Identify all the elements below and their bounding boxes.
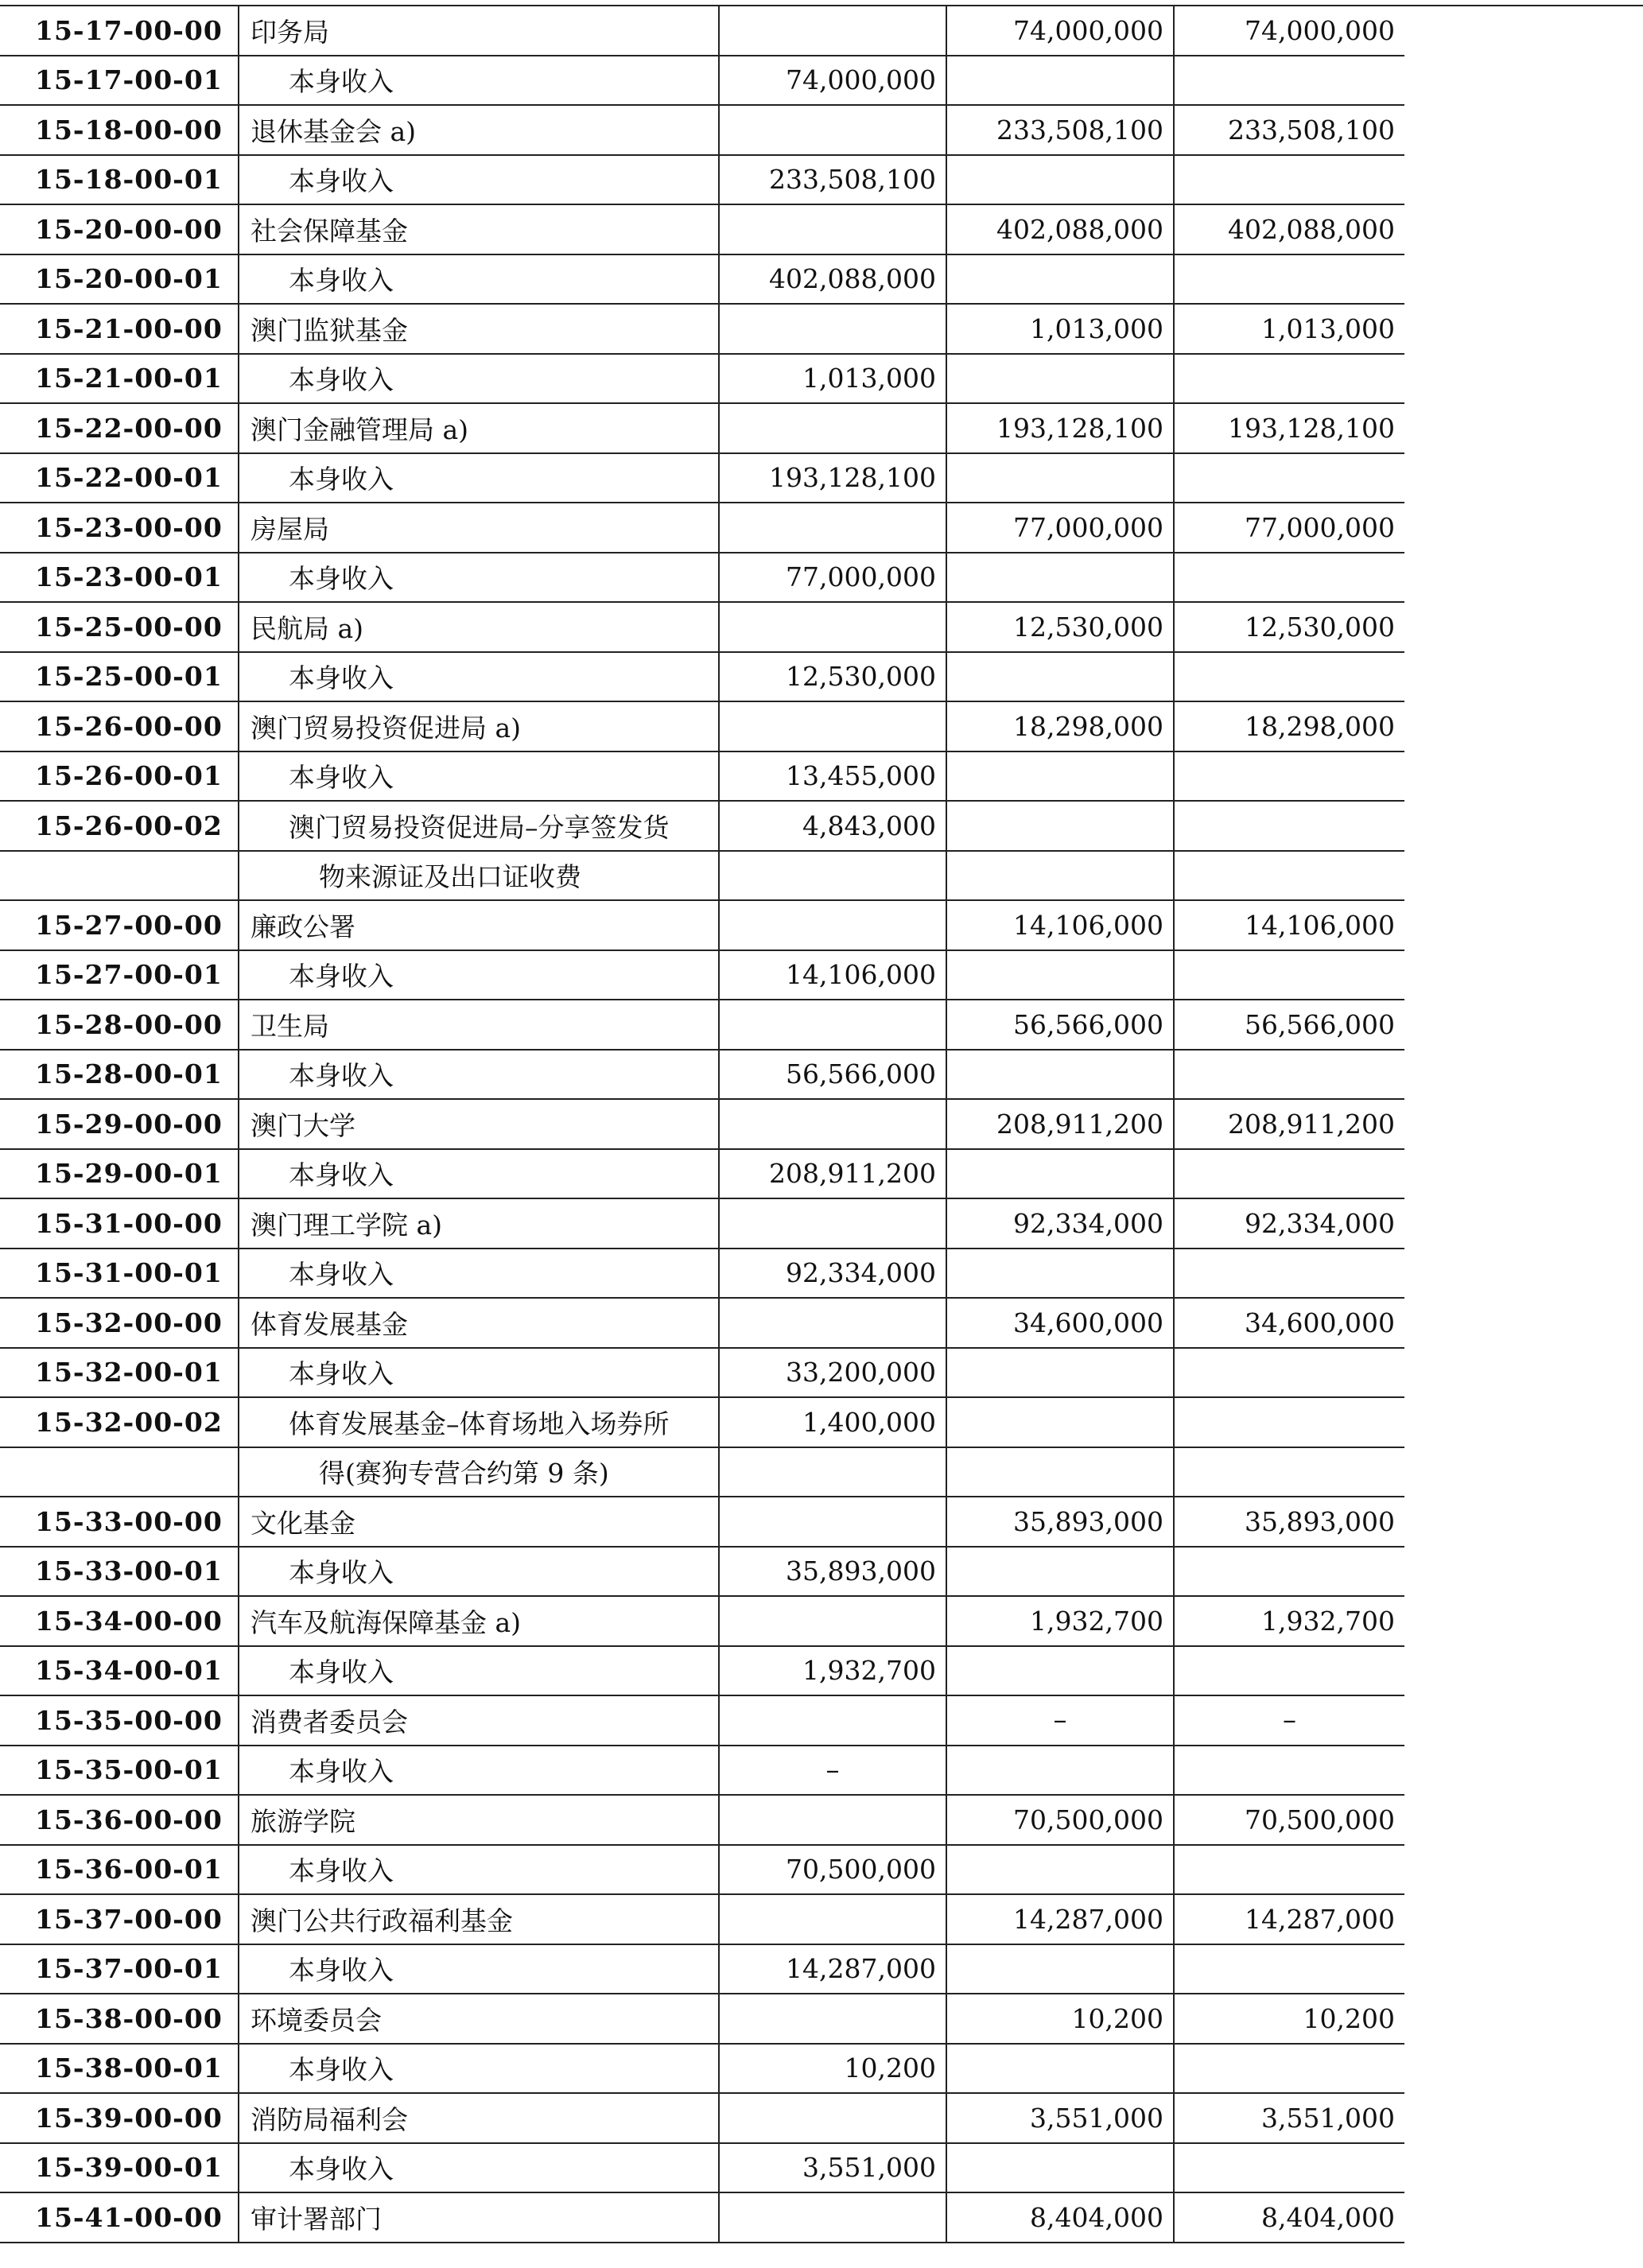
account-name: 本身收入 [239,453,719,503]
account-name: 澳门金融管理局 a) [239,403,719,453]
account-name: 旅游学院 [239,1795,719,1845]
table-row [0,1944,1404,1994]
own-revenue-amount: 14,106,000 [719,950,946,1000]
own-revenue-amount [719,2093,946,2143]
account-code: 15-38-00-01 [0,2044,239,2094]
account-name: 房屋局 [239,503,719,553]
subtotal-amount [946,553,1174,603]
own-revenue-amount [719,1497,946,1547]
account-name: 本身收入 [239,1646,719,1696]
total-amount: 3,551,000 [1174,2093,1404,2143]
account-name: 澳门大学 [239,1099,719,1149]
own-revenue-amount: 3,551,000 [719,2143,946,2193]
account-code: 15-31-00-00 [0,1198,239,1249]
account-code: 15-35-00-00 [0,1695,239,1746]
table-row [0,801,1404,851]
table-row [0,1198,1404,1249]
account-name: 澳门监狱基金 [239,304,719,354]
account-name: 本身收入 [239,56,719,106]
account-name: 物来源证及出口证收费 [239,851,719,901]
table-row [0,701,1404,751]
own-revenue-amount [719,1298,946,1348]
subtotal-amount: 10,200 [946,1994,1174,2044]
own-revenue-amount: 402,088,000 [719,254,946,305]
total-amount: 35,893,000 [1174,1497,1404,1547]
total-amount [1174,1050,1404,1100]
header-rule [1404,5,1643,6]
table-row [0,304,1404,354]
own-revenue-amount [719,1596,946,1646]
total-amount: 1,932,700 [1174,1596,1404,1646]
table-row [0,1050,1404,1100]
own-revenue-amount [719,6,946,56]
table-row [0,2143,1404,2193]
subtotal-amount [946,950,1174,1000]
account-code: 15-28-00-01 [0,1050,239,1100]
subtotal-amount [946,155,1174,205]
total-amount [1174,1547,1404,1597]
own-revenue-amount: 77,000,000 [719,553,946,603]
table-row [0,2093,1404,2143]
account-code: 15-21-00-01 [0,354,239,404]
table-row [0,204,1404,254]
own-revenue-amount: 233,508,100 [719,155,946,205]
subtotal-amount [946,56,1174,106]
total-amount [1174,1149,1404,1199]
total-amount [1174,652,1404,702]
table-row [0,1447,1404,1497]
total-amount: 34,600,000 [1174,1298,1404,1348]
account-name: 本身收入 [239,553,719,603]
own-revenue-amount: 208,911,200 [719,1149,946,1199]
account-code: 15-38-00-00 [0,1994,239,2044]
subtotal-amount: 193,128,100 [946,403,1174,453]
subtotal-amount: 233,508,100 [946,105,1174,155]
account-name: 消费者委员会 [239,1695,719,1746]
account-name: 本身收入 [239,155,719,205]
table-row [0,453,1404,503]
subtotal-amount [946,2044,1174,2094]
account-code: 15-26-00-00 [0,701,239,751]
table-row [0,1695,1404,1746]
account-code: 15-41-00-00 [0,2192,239,2243]
account-code: 15-32-00-01 [0,1348,239,1398]
table-row [0,105,1404,155]
own-revenue-amount: 92,334,000 [719,1249,946,1299]
own-revenue-amount [719,105,946,155]
table-row [0,1099,1404,1149]
account-code: 15-18-00-00 [0,105,239,155]
account-name: 本身收入 [239,1746,719,1796]
own-revenue-amount [719,403,946,453]
total-amount: 233,508,100 [1174,105,1404,155]
table-row [0,2044,1404,2094]
table-row [0,6,1404,56]
total-amount: 14,106,000 [1174,900,1404,950]
own-revenue-amount: 4,843,000 [719,801,946,851]
table-row [0,553,1404,603]
account-code: 15-23-00-00 [0,503,239,553]
subtotal-amount: 14,287,000 [946,1894,1174,1944]
own-revenue-amount [719,1000,946,1050]
subtotal-amount [946,801,1174,851]
total-amount: – [1174,1695,1404,1746]
subtotal-amount [946,1050,1174,1100]
table-row [0,602,1404,652]
own-revenue-amount: 14,287,000 [719,1944,946,1994]
account-name: 澳门贸易投资促进局–分享签发货 [239,801,719,851]
subtotal-amount [946,1746,1174,1796]
own-revenue-amount: 1,400,000 [719,1397,946,1447]
account-code: 15-27-00-00 [0,900,239,950]
account-name: 澳门理工学院 a) [239,1198,719,1249]
own-revenue-amount: 10,200 [719,2044,946,2094]
table-row [0,2192,1404,2243]
account-name: 审计署部门 [239,2192,719,2243]
table-row [0,1298,1404,1348]
account-code: 15-27-00-01 [0,950,239,1000]
account-code: 15-36-00-01 [0,1845,239,1895]
account-code: 15-39-00-00 [0,2093,239,2143]
account-name: 得(赛狗专营合约第 9 条) [239,1447,719,1497]
table-row [0,1149,1404,1199]
table-row [0,900,1404,950]
account-name: 印务局 [239,6,719,56]
own-revenue-amount [719,1695,946,1746]
subtotal-amount [946,1348,1174,1398]
own-revenue-amount: 13,455,000 [719,751,946,802]
table-row [0,1497,1404,1547]
table-row [0,1348,1404,1398]
subtotal-amount: 56,566,000 [946,1000,1174,1050]
account-code: 15-33-00-01 [0,1547,239,1597]
subtotal-amount [946,1547,1174,1597]
own-revenue-amount [719,503,946,553]
table-row [0,851,1404,901]
account-name: 本身收入 [239,1348,719,1398]
subtotal-amount: 12,530,000 [946,602,1174,652]
own-revenue-amount [719,1447,946,1497]
total-amount: 402,088,000 [1174,204,1404,254]
subtotal-amount: 92,334,000 [946,1198,1174,1249]
account-code: 15-21-00-00 [0,304,239,354]
subtotal-amount [946,1447,1174,1497]
total-amount: 70,500,000 [1174,1795,1404,1845]
total-amount [1174,56,1404,106]
account-code: 15-17-00-01 [0,56,239,106]
budget-table-body [0,6,1404,2243]
own-revenue-amount [719,602,946,652]
account-code: 15-28-00-00 [0,1000,239,1050]
own-revenue-amount: 12,530,000 [719,652,946,702]
account-code: 15-18-00-01 [0,155,239,205]
total-amount: 74,000,000 [1174,6,1404,56]
account-code: 15-17-00-00 [0,6,239,56]
own-revenue-amount: 1,013,000 [719,354,946,404]
subtotal-amount [946,2143,1174,2193]
total-amount [1174,1447,1404,1497]
subtotal-amount [946,751,1174,802]
account-code: 15-32-00-02 [0,1397,239,1447]
table-row [0,1894,1404,1944]
subtotal-amount [946,1845,1174,1895]
table-row [0,155,1404,205]
subtotal-amount [946,851,1174,901]
table-row [0,1596,1404,1646]
table-row [0,56,1404,106]
table-row [0,1547,1404,1597]
account-name: 退休基金会 a) [239,105,719,155]
own-revenue-amount [719,1099,946,1149]
own-revenue-amount: 35,893,000 [719,1547,946,1597]
subtotal-amount [946,453,1174,503]
total-amount [1174,851,1404,901]
own-revenue-amount [719,851,946,901]
subtotal-amount: 34,600,000 [946,1298,1174,1348]
own-revenue-amount: 74,000,000 [719,56,946,106]
own-revenue-amount [719,1198,946,1249]
account-code: 15-31-00-01 [0,1249,239,1299]
account-code: 15-25-00-01 [0,652,239,702]
account-name: 澳门贸易投资促进局 a) [239,701,719,751]
account-name: 汽车及航海保障基金 a) [239,1596,719,1646]
total-amount: 208,911,200 [1174,1099,1404,1149]
total-amount [1174,354,1404,404]
table-row [0,652,1404,702]
account-name: 本身收入 [239,2143,719,2193]
subtotal-amount: 208,911,200 [946,1099,1174,1149]
account-name: 澳门公共行政福利基金 [239,1894,719,1944]
subtotal-amount: 3,551,000 [946,2093,1174,2143]
total-amount: 10,200 [1174,1994,1404,2044]
account-name: 文化基金 [239,1497,719,1547]
own-revenue-amount: 70,500,000 [719,1845,946,1895]
own-revenue-amount [719,1994,946,2044]
account-code: 15-29-00-00 [0,1099,239,1149]
total-amount [1174,2044,1404,2094]
account-code: 15-37-00-01 [0,1944,239,1994]
subtotal-amount [946,1149,1174,1199]
subtotal-amount [946,1944,1174,1994]
own-revenue-amount: 33,200,000 [719,1348,946,1398]
account-name: 社会保障基金 [239,204,719,254]
account-name: 本身收入 [239,950,719,1000]
total-amount: 18,298,000 [1174,701,1404,751]
table-row [0,254,1404,305]
own-revenue-amount [719,304,946,354]
table-row [0,950,1404,1000]
subtotal-amount: 77,000,000 [946,503,1174,553]
subtotal-amount: 402,088,000 [946,204,1174,254]
own-revenue-amount [719,204,946,254]
total-amount: 92,334,000 [1174,1198,1404,1249]
own-revenue-amount [719,1795,946,1845]
account-name: 体育发展基金 [239,1298,719,1348]
total-amount [1174,801,1404,851]
total-amount: 193,128,100 [1174,403,1404,453]
total-amount: 14,287,000 [1174,1894,1404,1944]
account-code: 15-32-00-00 [0,1298,239,1348]
account-code: 15-33-00-00 [0,1497,239,1547]
account-code: 15-20-00-00 [0,204,239,254]
account-code: 15-26-00-02 [0,801,239,851]
account-code: 15-39-00-01 [0,2143,239,2193]
total-amount [1174,1249,1404,1299]
subtotal-amount: 8,404,000 [946,2192,1174,2243]
account-code: 15-37-00-00 [0,1894,239,1944]
total-amount [1174,1646,1404,1696]
account-name: 本身收入 [239,354,719,404]
account-code: 15-29-00-01 [0,1149,239,1199]
own-revenue-amount [719,701,946,751]
own-revenue-amount: 56,566,000 [719,1050,946,1100]
table-row [0,1249,1404,1299]
total-amount [1174,453,1404,503]
table-row [0,1000,1404,1050]
account-name: 廉政公署 [239,900,719,950]
table-row [0,1795,1404,1845]
subtotal-amount [946,354,1174,404]
total-amount [1174,1845,1404,1895]
subtotal-amount [946,1397,1174,1447]
table-row [0,503,1404,553]
account-code: 15-34-00-00 [0,1596,239,1646]
total-amount [1174,2143,1404,2193]
account-name: 本身收入 [239,652,719,702]
subtotal-amount: 74,000,000 [946,6,1174,56]
own-revenue-amount: 193,128,100 [719,453,946,503]
account-code: 15-23-00-01 [0,553,239,603]
account-name: 本身收入 [239,1050,719,1100]
subtotal-amount: 14,106,000 [946,900,1174,950]
table-row [0,1994,1404,2044]
table-row [0,1646,1404,1696]
subtotal-amount: 35,893,000 [946,1497,1174,1547]
total-amount: 1,013,000 [1174,304,1404,354]
account-code: 15-35-00-01 [0,1746,239,1796]
account-name: 消防局福利会 [239,2093,719,2143]
subtotal-amount: – [946,1695,1174,1746]
account-name: 环境委员会 [239,1994,719,2044]
total-amount [1174,1397,1404,1447]
own-revenue-amount [719,1894,946,1944]
account-code: 15-22-00-01 [0,453,239,503]
account-name: 体育发展基金–体育场地入场券所 [239,1397,719,1447]
own-revenue-amount [719,900,946,950]
account-code: 15-36-00-00 [0,1795,239,1845]
own-revenue-amount: 1,932,700 [719,1646,946,1696]
total-amount: 56,566,000 [1174,1000,1404,1050]
total-amount [1174,155,1404,205]
total-amount: 12,530,000 [1174,602,1404,652]
total-amount [1174,751,1404,802]
total-amount [1174,950,1404,1000]
account-name: 民航局 a) [239,602,719,652]
account-name: 本身收入 [239,254,719,305]
subtotal-amount: 1,932,700 [946,1596,1174,1646]
total-amount: 8,404,000 [1174,2192,1404,2243]
table-row [0,751,1404,802]
account-name: 本身收入 [239,1547,719,1597]
account-name: 卫生局 [239,1000,719,1050]
total-amount [1174,1746,1404,1796]
own-revenue-amount [719,2192,946,2243]
table-row [0,1845,1404,1895]
account-name: 本身收入 [239,751,719,802]
subtotal-amount [946,1646,1174,1696]
total-amount [1174,553,1404,603]
account-name: 本身收入 [239,1845,719,1895]
total-amount: 77,000,000 [1174,503,1404,553]
account-code: 15-34-00-01 [0,1646,239,1696]
subtotal-amount [946,254,1174,305]
own-revenue-amount: – [719,1746,946,1796]
subtotal-amount [946,652,1174,702]
account-code [0,851,239,901]
table-row [0,354,1404,404]
total-amount [1174,1944,1404,1994]
account-code: 15-22-00-00 [0,403,239,453]
account-code: 15-20-00-01 [0,254,239,305]
account-name: 本身收入 [239,1944,719,1994]
subtotal-amount: 1,013,000 [946,304,1174,354]
subtotal-amount [946,1249,1174,1299]
account-code: 15-26-00-01 [0,751,239,802]
total-amount [1174,1348,1404,1398]
account-code: 15-25-00-00 [0,602,239,652]
account-code [0,1447,239,1497]
subtotal-amount: 18,298,000 [946,701,1174,751]
total-amount [1174,254,1404,305]
subtotal-amount: 70,500,000 [946,1795,1174,1845]
account-name: 本身收入 [239,2044,719,2094]
table-row [0,1397,1404,1447]
table-row [0,403,1404,453]
account-name: 本身收入 [239,1149,719,1199]
budget-table [0,5,1404,2243]
table-row [0,1746,1404,1796]
account-name: 本身收入 [239,1249,719,1299]
